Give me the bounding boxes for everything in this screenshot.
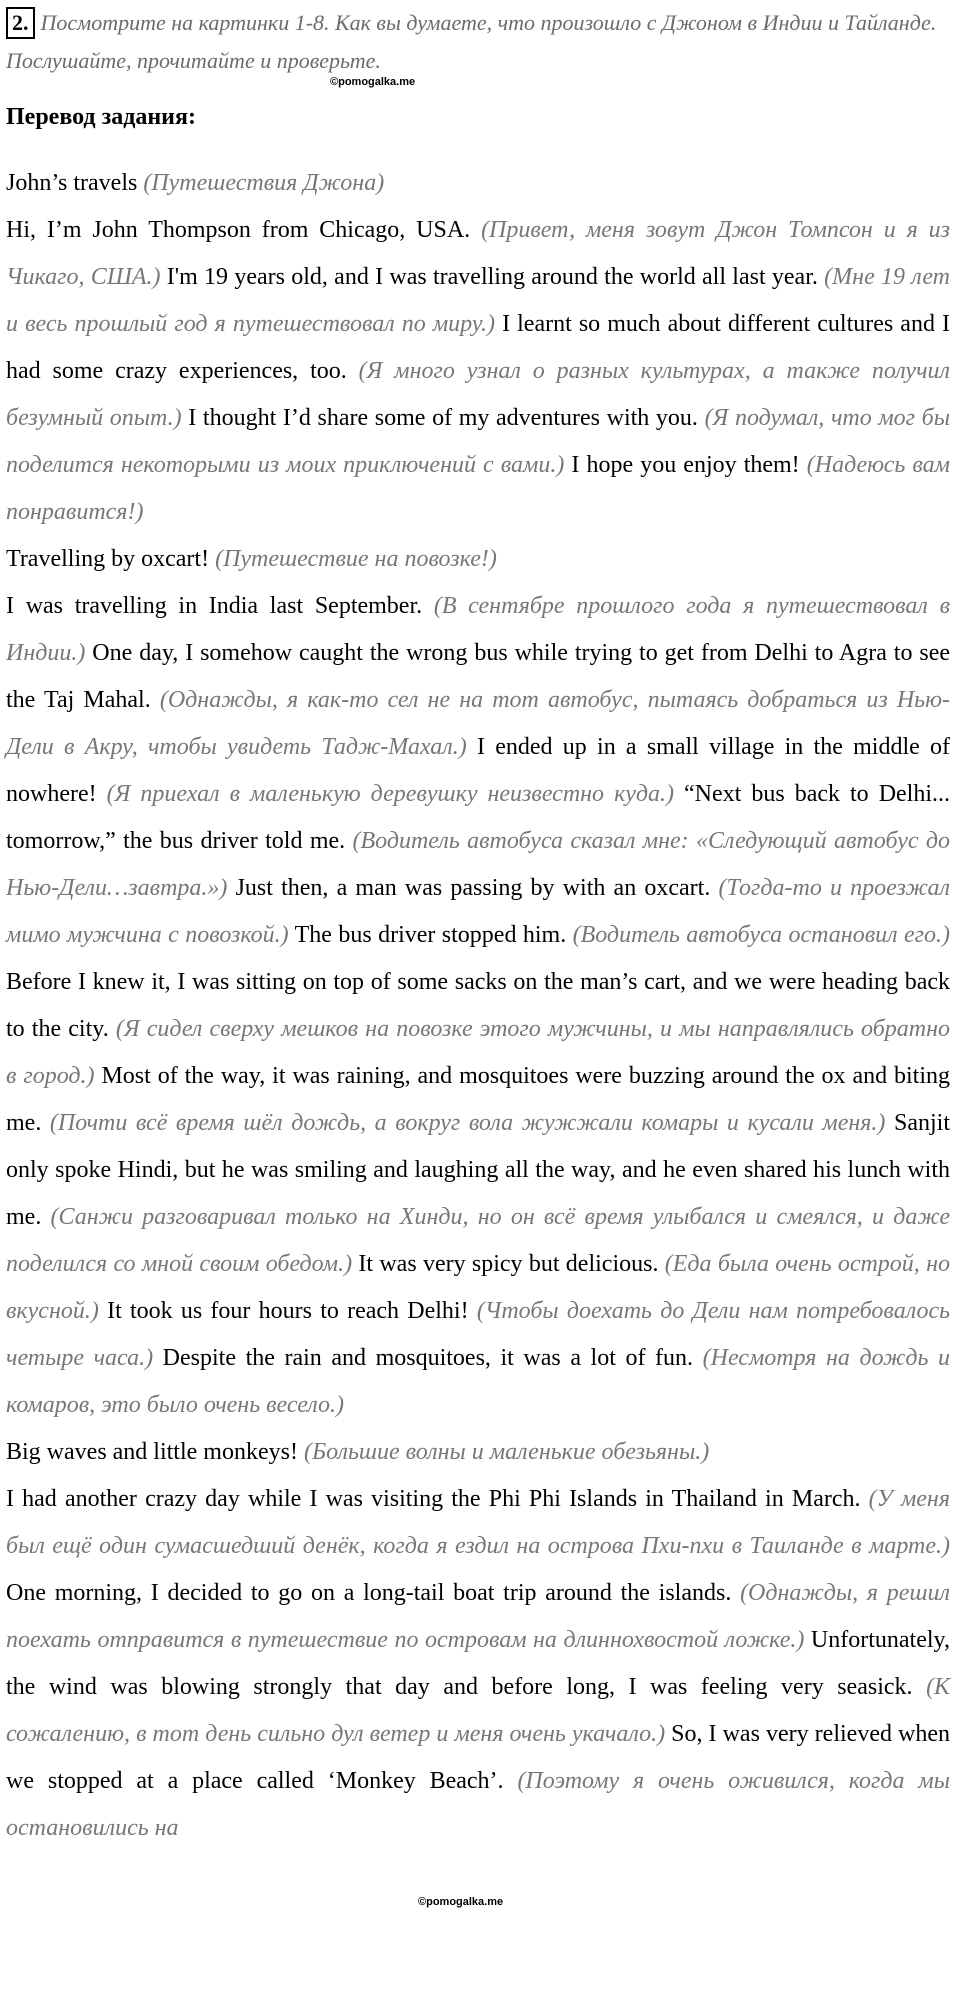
en-sentence: Just then, a man was passing by with an oxcart.: [235, 875, 711, 901]
ru-translation: (Водитель автобуса сказал мне: «Следующий автобус до Нью-Дели…завтра.»): [6, 828, 950, 901]
en-sentence: I thought I’d share some of my adventures with you.: [188, 405, 698, 431]
en-sentence: Most of the way, it was raining, and mosquitoes were buzzing around the ox and biting me.: [6, 1063, 951, 1136]
en-sentence: I learnt so much about different cultures and I had some crazy experiences, too.: [6, 311, 951, 384]
en-sentence: I was travelling in India last September.: [6, 593, 423, 619]
en-sentence: So, I was very relieved when we stopped at a place called ‘Monkey Beach’.: [6, 1721, 951, 1794]
page-heading: Перевод задания:: [6, 104, 196, 130]
task-text: Посмотрите на картинки 1-8. Как вы думаете, что произошло с Джоном в Индии и Тайланде. Послушайте, прочитайте и проверьте.: [6, 10, 937, 73]
ru-translation: (Я много узнал о разных культурах, а также получил безумный опыт.): [6, 358, 950, 431]
en-sentence: Sanjit only spoke Hindi, but he was smiling and laughing all the way, and he even shared his lunch with me.: [6, 1110, 950, 1230]
task-number: 2.: [6, 7, 35, 39]
ru-translation: (Почти всё время шёл дождь, а вокруг вола жужжали комары и кусали меня.): [49, 1110, 886, 1136]
en-sentence: It was very spicy but delicious.: [358, 1251, 659, 1277]
ru-translation: (К сожалению, в тот день сильно дул ветер и меня очень укачало.): [6, 1674, 950, 1747]
title-paragraph: [6, 160, 950, 207]
ru-text: (Большие волны и маленькие обезьяны.): [303, 1439, 710, 1465]
watermark: ©pomogalka.me: [330, 76, 416, 88]
ru-translation: (Несмотря на дождь и комаров, это было очень весело.): [6, 1345, 951, 1418]
section-title: [6, 1429, 950, 1476]
section2-paragraph: [6, 1476, 950, 1852]
ru-translation: (У меня был ещё один сумасшедший денёк, когда я ездил на острова Пхи-пхи в Таиланде в марте.): [6, 1486, 950, 1559]
ru-translation: (Я приехал в маленькую деревушку неизвестно куда.): [106, 781, 675, 807]
section-title: [6, 536, 950, 583]
ru-translation: (Я сидел сверху мешков на повозке этого мужчины, и мы направлялись обратно в город.): [6, 1016, 951, 1089]
ru-translation: (Однажды, я решил поехать отправится в путешествие по островам на длиннохвостой ложке.): [6, 1580, 950, 1653]
translation-text: [6, 160, 950, 1852]
ru-translation: (Надеюсь вам понравится!): [6, 452, 950, 525]
ru-translation: (Мне 19 лет и весь прошлый год я путешествовал по миру.): [6, 264, 951, 337]
ru-translation: (Санжи разговаривал только на Хинди, но он всё время улыбался и смеялся, и даже поделился со мной своим обедом.): [6, 1204, 951, 1277]
en-sentence: Before I knew it, I was sitting on top of some sacks on the man’s cart, and we were heading back to the city.: [6, 969, 950, 1042]
en-sentence: The bus driver stopped him.: [294, 922, 567, 948]
ru-translation: (Водитель автобуса остановил его.): [572, 922, 950, 948]
en-sentence: I'm 19 years old, and I was travelling around the world all last year.: [166, 264, 818, 290]
ru-translation: (Я подумал, что мог бы поделится некоторыми из моих приключений с вами.): [6, 405, 950, 478]
en-sentence: One day, I somehow caught the wrong bus while trying to get from Delhi to Agra to see the Taj Mahal.: [6, 640, 951, 713]
en-sentence: Hi, I’m John Thompson from Chicago, USA.: [6, 217, 471, 243]
en-sentence: Despite the rain and mosquitoes, it was a lot of fun.: [162, 1345, 694, 1371]
ru-translation: (В сентябре прошлого года я путешествовал в Индии.): [6, 593, 950, 666]
watermark: ©pomogalka.me: [418, 1896, 504, 1908]
ru-translation: (Тогда-то и проезжал мимо мужчина с повозкой.): [6, 875, 951, 948]
ru-translation: (Поэтому я очень оживился, когда мы остановились на: [6, 1768, 950, 1841]
en-sentence: I ended up in a small village in the middle of nowhere!: [6, 734, 951, 807]
en-text: Big waves and little monkeys!: [6, 1439, 298, 1465]
en-text: John’s travels: [6, 170, 138, 196]
ru-translation: (Однажды, я как-то сел не на тот автобус, пытаясь добраться из Нью-Дели в Акру, чтобы увидеть Тадж-Махал.): [6, 687, 950, 760]
en-sentence: It took us four hours to reach Delhi!: [107, 1298, 469, 1324]
ru-translation: (Чтобы доехать до Дели нам потребовалось четыре часа.): [6, 1298, 951, 1371]
ru-text: (Путешествие на повозке!): [215, 546, 497, 572]
en-sentence: I hope you enjoy them!: [571, 452, 800, 478]
en-sentence: Unfortunately, the wind was blowing strongly that day and before long, I was feeling very seasick.: [6, 1627, 950, 1700]
en-text: Travelling by oxcart!: [6, 546, 210, 572]
ru-translation: (Еда была очень острой, но вкусной.): [6, 1251, 950, 1324]
ru-text: (Путешествия Джона): [143, 170, 385, 196]
en-sentence: “Next bus back to Delhi... tomorrow,” the bus driver told me.: [6, 781, 951, 854]
en-sentence: One morning, I decided to go on a long-tail boat trip around the islands.: [6, 1580, 732, 1606]
intro-paragraph: [6, 207, 950, 536]
en-sentence: I had another crazy day while I was visiting the Phi Phi Islands in Thailand in March.: [6, 1486, 861, 1512]
task-instruction: [6, 4, 954, 80]
section1-paragraph: [6, 583, 950, 1429]
ru-translation: (Привет, меня зовут Джон Томпсон и я из Чикаго, США.): [6, 217, 950, 290]
